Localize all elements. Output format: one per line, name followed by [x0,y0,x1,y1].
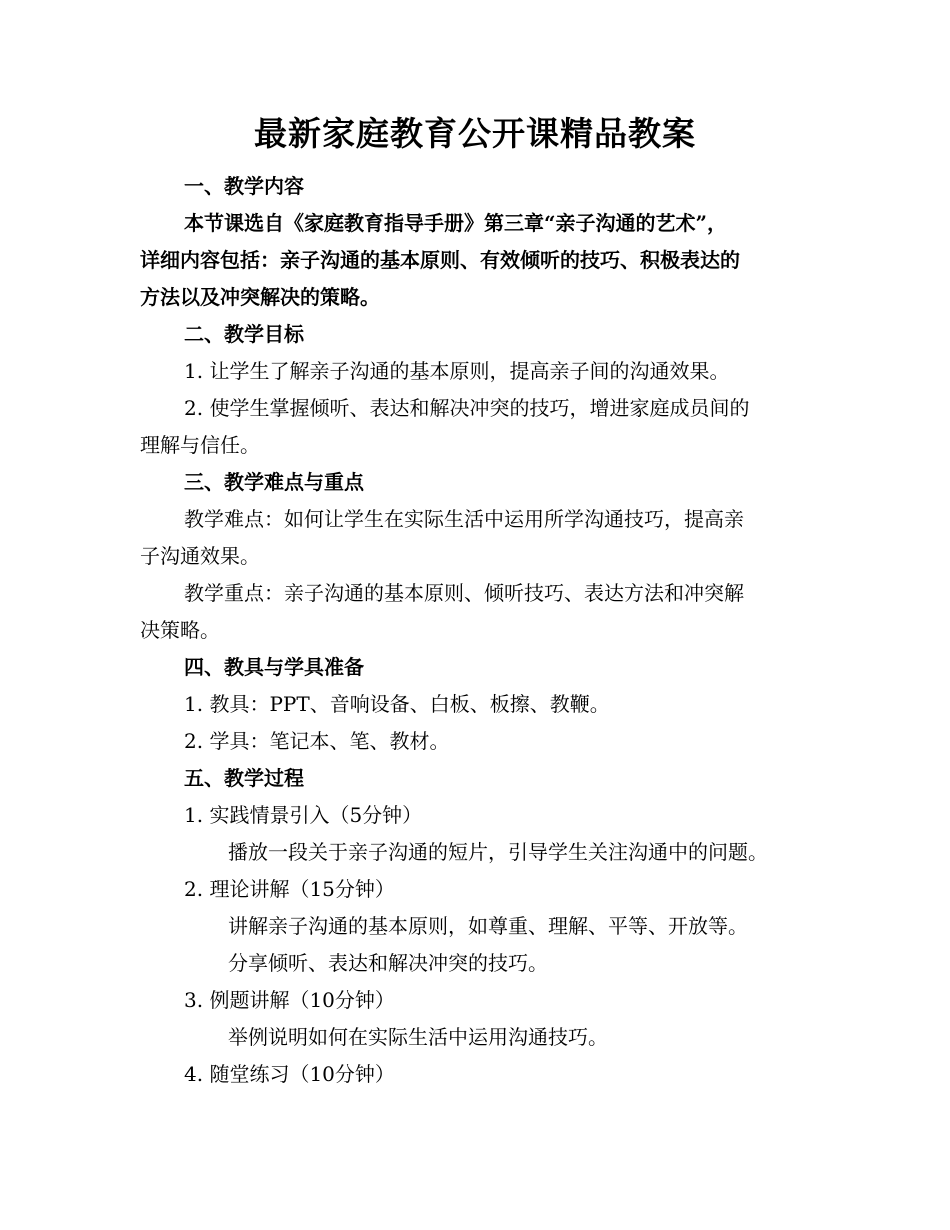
section-heading-objectives: 二、教学目标 [184,322,304,346]
objective-item-continuation: 理解与信任。 [140,433,260,457]
process-step-detail: 讲解亲子沟通的基本原则，如尊重、理解、平等、开放等。 [228,914,748,938]
section-heading-difficulties: 三、教学难点与重点 [184,470,364,494]
content-paragraph-line: 详细内容包括：亲子沟通的基本原则、有效倾听的技巧、积极表达的 [140,248,740,272]
keypoint-paragraph-continuation: 决策略。 [140,618,220,642]
document-body [140,168,810,1093]
keypoint-paragraph: 教学重点：亲子沟通的基本原则、倾听技巧、表达方法和冲突解 [184,581,744,605]
materials-item: 1. 教具：PPT、音响设备、白板、板擦、教鞭。 [184,692,610,716]
objective-item: 1. 让学生了解亲子沟通的基本原则，提高亲子间的沟通效果。 [184,359,730,383]
process-step: 2. 理论讲解（15分钟） [184,877,395,901]
section-heading-process: 五、教学过程 [184,766,304,790]
process-step: 3. 例题讲解（10分钟） [184,988,395,1012]
process-step-detail: 播放一段关于亲子沟通的短片，引导学生关注沟通中的问题。 [228,840,768,864]
content-paragraph-line: 本节课选自《家庭教育指导手册》第三章“亲子沟通的艺术”， [184,211,728,235]
objective-item: 2. 使学生掌握倾听、表达和解决冲突的技巧，增进家庭成员间的 [184,396,750,420]
content-paragraph-line: 方法以及冲突解决的策略。 [140,285,380,309]
difficulty-paragraph-continuation: 子沟通效果。 [140,544,260,568]
process-step: 1. 实践情景引入（5分钟） [184,803,423,827]
process-step-detail: 举例说明如何在实际生活中运用沟通技巧。 [228,1025,608,1049]
section-heading-content: 一、教学内容 [184,174,304,198]
section-heading-materials: 四、教具与学具准备 [184,655,364,679]
process-step: 4. 随堂练习（10分钟） [184,1062,395,1086]
difficulty-paragraph: 教学难点：如何让学生在实际生活中运用所学沟通技巧，提高亲 [184,507,744,531]
document-title: 最新家庭教育公开课精品教案 [254,114,696,153]
process-step-detail: 分享倾听、表达和解决冲突的技巧。 [228,951,548,975]
materials-item: 2. 学具：笔记本、笔、教材。 [184,729,450,753]
